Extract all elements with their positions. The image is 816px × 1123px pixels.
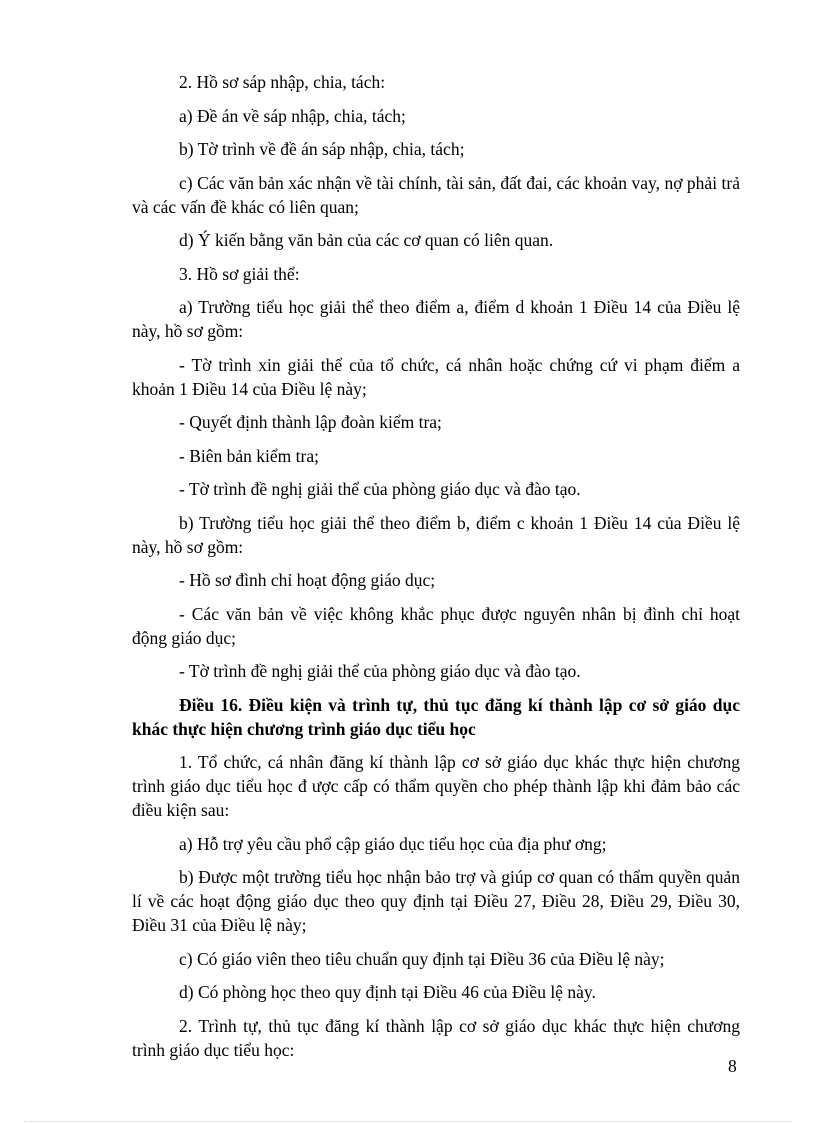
article-16-heading: Điều 16. Điều kiện và trình tự, thủ tục đăng kí thành lập cơ sở giáo dục khác thực hiện chương trình giáo dục tiểu học — [132, 694, 740, 739]
list-item: a) Trường tiểu học giải thể theo điểm a, điểm d khoản 1 Điều 14 của Điều lệ này, hồ sơ gồm: — [132, 297, 740, 341]
list-item: - Tờ trình đề nghị giải thể của phòng giáo dục và đào tạo. — [179, 479, 581, 499]
list-item: - Quyết định thành lập đoàn kiểm tra; — [179, 412, 442, 432]
list-item: - Tờ trình xin giải thể của tổ chức, cá nhân hoặc chứng cứ vi phạm điểm a khoản 1 Điều 14 của Điều lệ này; — [132, 354, 740, 399]
list-item: c) Có giáo viên theo tiêu chuẩn quy định tại Điều 36 của Điều lệ này; — [179, 948, 665, 969]
section-3-heading: 3. Hồ sơ giải thể: — [179, 263, 300, 284]
list-item: b) Tờ trình về đề án sáp nhập, chia, tách; — [179, 139, 465, 159]
page-bottom-divider — [24, 1121, 792, 1122]
list-item: d) Ý kiến bằng văn bản của các cơ quan có liên quan. — [179, 230, 554, 250]
list-item: c) Các văn bản xác nhận về tài chính, tài sản, đất đai, các khoản vay, nợ phải trả và các vấn đề khác có liên quan; — [132, 172, 740, 217]
page-number: 8 — [728, 1056, 737, 1076]
body-paragraph: 2. Trình tự, thủ tục đăng kí thành lập cơ sở giáo dục khác thực hiện chương trình giáo dục tiểu học: — [132, 1015, 740, 1060]
list-item: - Biên bản kiểm tra; — [179, 445, 319, 466]
list-item: b) Trường tiểu học giải thể theo điểm b, điểm c khoản 1 Điều 14 của Điều lệ này, hồ sơ gồm: — [132, 512, 740, 557]
list-item: b) Được một trường tiểu học nhận bảo trợ và giúp cơ quan có thẩm quyền quản lí về các hoạt động giáo dục theo quy định tại Điều 27, Điều 28, Điều 29, Điều 30, Điều 31 của Điều lệ này; — [132, 867, 740, 935]
section-2-heading: 2. Hồ sơ sáp nhập, chia, tách: — [179, 72, 386, 92]
list-item: - Các văn bản về việc không khắc phục được nguyên nhân bị đình chỉ hoạt động giáo dục; — [132, 603, 740, 648]
body-paragraph: 1. Tổ chức, cá nhân đăng kí thành lập cơ sở giáo dục khác thực hiện chương trình giáo dục tiểu học đ ược cấp có thẩm quyền cho phép thành lập khi đảm bảo các điều kiện sau: — [132, 752, 740, 820]
list-item: a) Hỗ trợ yêu cầu phổ cập giáo dục tiểu học của địa phư ơng; — [179, 833, 607, 854]
list-item: a) Đề án về sáp nhập, chia, tách; — [179, 105, 406, 126]
document-page — [132, 70, 740, 1071]
list-item: d) Có phòng học theo quy định tại Điều 46 của Điều lệ này. — [179, 982, 596, 1002]
list-item: - Tờ trình đề nghị giải thể của phòng giáo dục và đào tạo. — [179, 661, 581, 681]
list-item: - Hồ sơ đình chỉ hoạt động giáo dục; — [179, 570, 436, 590]
